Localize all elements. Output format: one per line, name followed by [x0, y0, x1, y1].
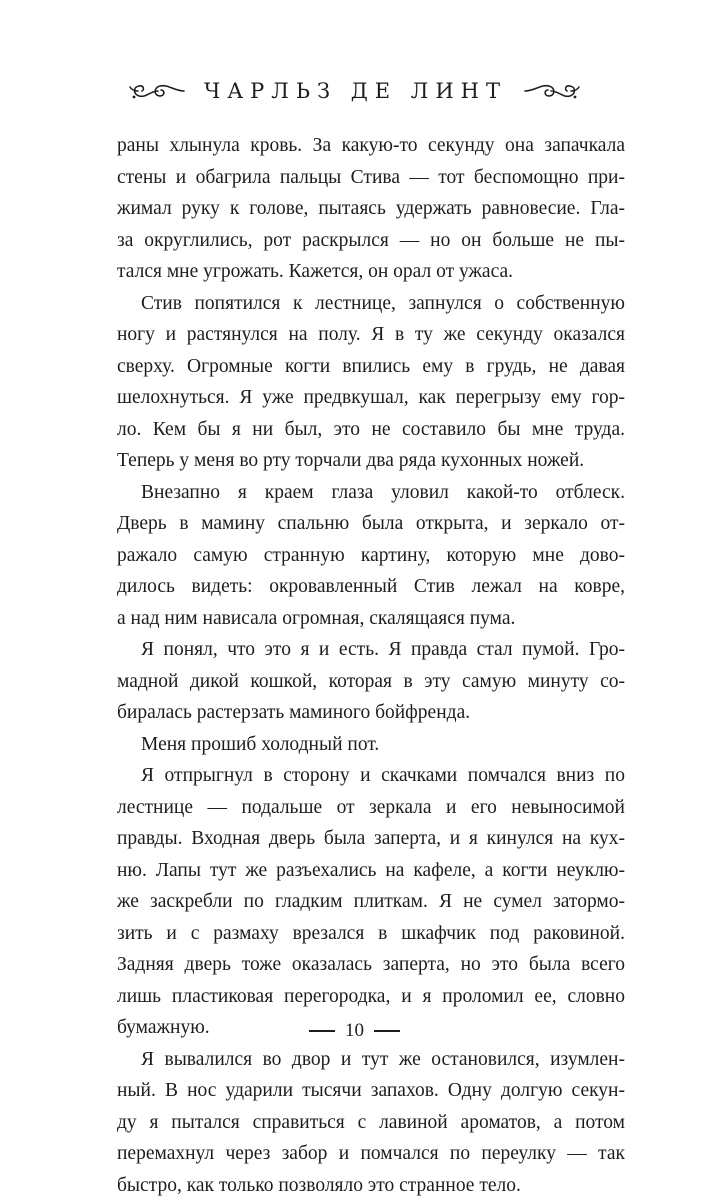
text-line: Теперь у меня во рту торчали два ряда кухонных ножей.: [117, 445, 625, 477]
text-line: ногу и растянулся на полу. Я в ту же секунду оказался: [117, 319, 625, 351]
page-number: 10: [345, 1020, 364, 1042]
text-line: Стив попятился к лестнице, запнулся о собственную: [117, 288, 625, 320]
text-line: ду я пытался справиться с лавиной ароматов, а потом: [117, 1107, 625, 1139]
left-dash: [309, 1030, 335, 1032]
text-line: бумажную.: [117, 1012, 625, 1044]
text-line: Внезапно я краем глаза уловил какой-то отблеск.: [117, 477, 625, 509]
text-line: ражало самую странную картину, которую мне дово-: [117, 540, 625, 572]
text-line: зить и с размаху врезался в шкафчик под раковиной.: [117, 918, 625, 950]
text-line: биралась растерзать маминого бойфренда.: [117, 697, 625, 729]
right-dash: [374, 1030, 400, 1032]
left-flourish-icon: [128, 80, 186, 102]
text-line: дилось видеть: окровавленный Стив лежал на ковре,: [117, 571, 625, 603]
text-line: ло. Кем бы я ни был, это не составило бы мне труда.: [117, 414, 625, 446]
text-line: перемахнул через забор и помчался по переулку — так: [117, 1138, 625, 1170]
text-line: же заскребли по гладким плиткам. Я не сумел затормо-: [117, 886, 625, 918]
text-line: Я вывалился во двор и тут же остановился, изумлен-: [117, 1044, 625, 1076]
text-line: а над ним нависала огромная, скалящаяся пума.: [117, 603, 625, 635]
running-title: ЧАРЛЬЗ ДЕ ЛИНТ: [204, 79, 507, 103]
text-line: лишь пластиковая перегородка, и я проломил ее, словно: [117, 981, 625, 1013]
text-line: Меня прошиб холодный пот.: [117, 729, 625, 761]
text-line: Дверь в мамину спальню была открыта, и зеркало от-: [117, 508, 625, 540]
text-line: ню. Лапы тут же разъехались на кафеле, а когти неуклю-: [117, 855, 625, 887]
text-line: Я отпрыгнул в сторону и скачками помчался вниз по: [117, 760, 625, 792]
text-line: раны хлынула кровь. За какую-то секунду она запачкала: [117, 130, 625, 162]
text-line: жимал руку к голове, пытаясь удержать равновесие. Гла-: [117, 193, 625, 225]
running-header: [0, 74, 709, 108]
text-line: шелохнуться. Я уже предвкушал, как перегрызу ему гор-: [117, 382, 625, 414]
text-line: стены и обагрила пальцы Стива — тот беспомощно при-: [117, 162, 625, 194]
text-line: мадной дикой кошкой, которая в эту самую минуту со-: [117, 666, 625, 698]
text-line: сверху. Огромные когти впились ему в грудь, не давая: [117, 351, 625, 383]
text-line: Задняя дверь тоже оказалась заперта, но это была всего: [117, 949, 625, 981]
text-line: ный. В нос ударили тысячи запахов. Одну долгую секун-: [117, 1075, 625, 1107]
text-line: правды. Входная дверь была заперта, и я кинулся на кух-: [117, 823, 625, 855]
right-flourish-icon: [523, 80, 581, 102]
text-line: тался мне угрожать. Кажется, он орал от ужаса.: [117, 256, 625, 288]
text-line: лестнице — подальше от зеркала и его невыносимой: [117, 792, 625, 824]
text-line: быстро, как только позволяло это странное тело.: [117, 1170, 625, 1201]
page-footer: [0, 1020, 709, 1042]
text-line: за округлились, рот раскрылся — но он больше не пы-: [117, 225, 625, 257]
text-line: Я понял, что это я и есть. Я правда стал пумой. Гро-: [117, 634, 625, 666]
